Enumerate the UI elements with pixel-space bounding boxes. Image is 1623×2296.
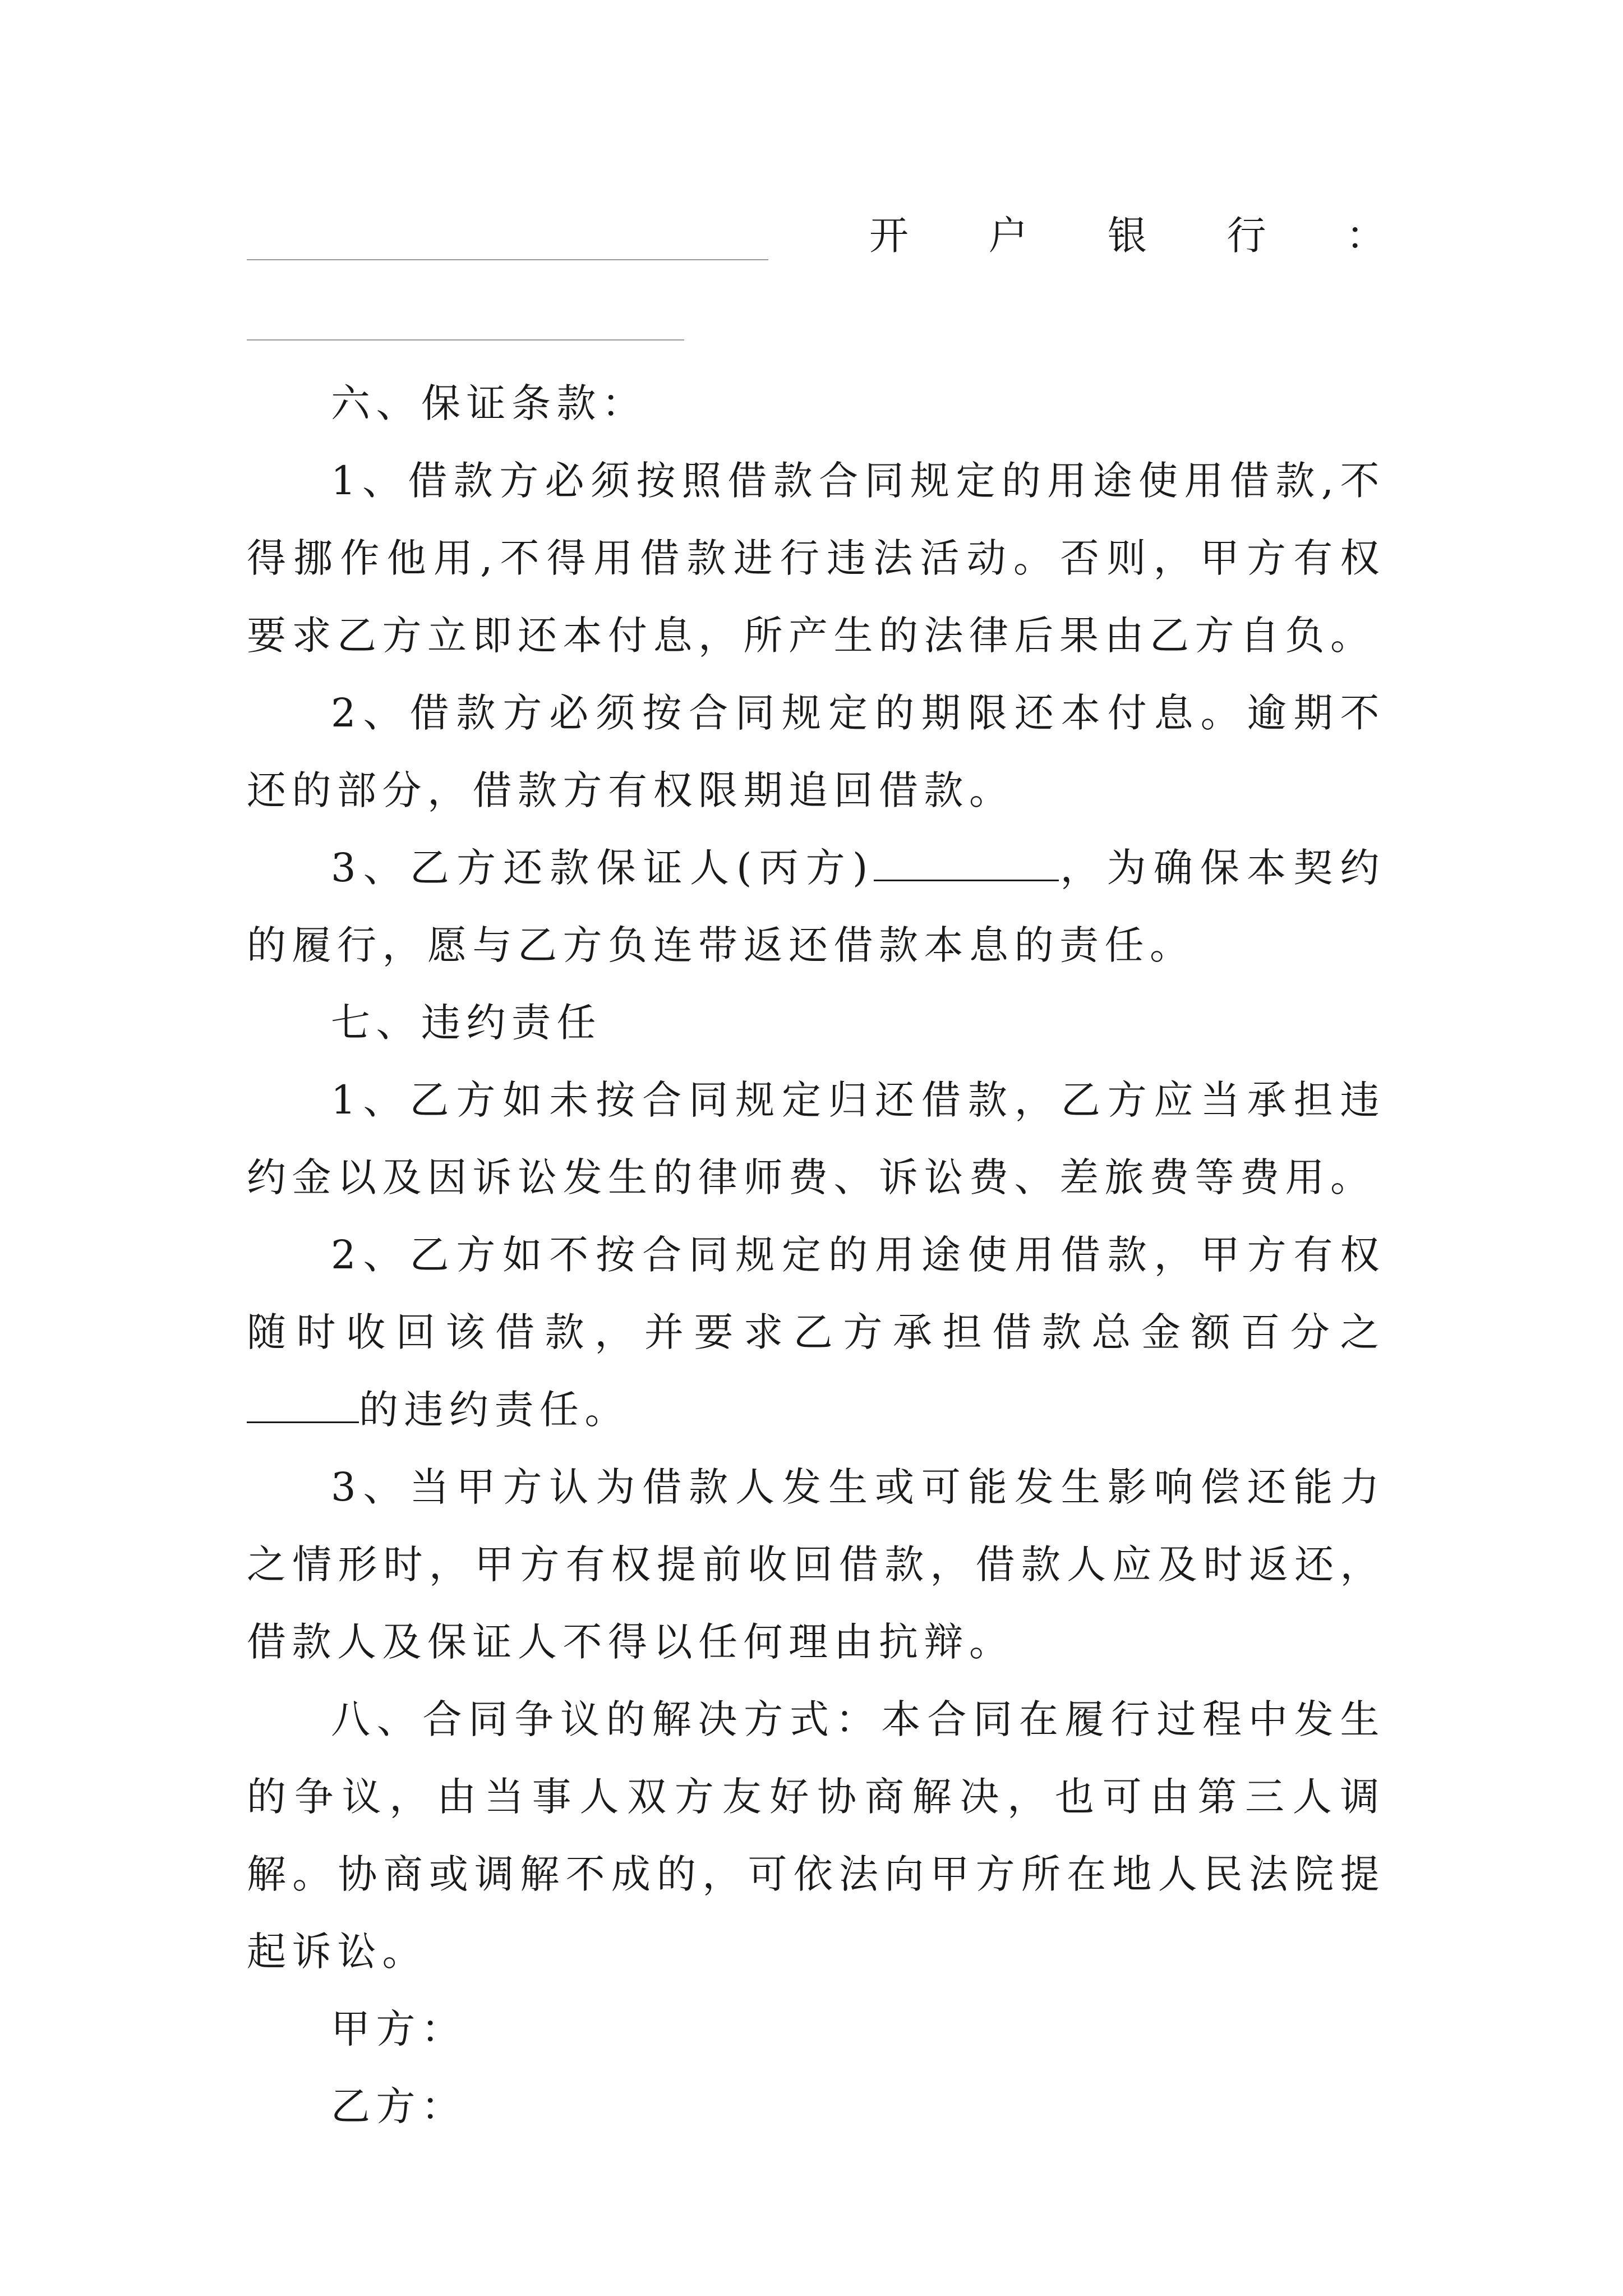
bank-label-char: 户 [988, 213, 1028, 259]
bank-label-char: ： [1346, 213, 1385, 259]
bank-account-line [247, 208, 1385, 275]
bank-label-char: 开 [869, 213, 909, 259]
bank-blank-underline [247, 339, 684, 341]
section-seven-item-2-text: 2、乙方如不按合同规定的用途使用借款，甲方有权随时收回该借款，并要求乙方承担借款总金额百分之 [247, 1232, 1385, 1355]
section-eight: 八、合同争议的解决方式：本合同在履行过程中发生的争议，由当事人双方友好协商解决，也可由第三人调解。协商或调解不成的，可依法向甲方所在地人民法院提起诉讼。 [247, 1696, 1385, 1975]
section-six-item-3-text-end: ，为确保本契约的履行，愿与乙方负连带返还借款本息的责任。 [247, 845, 1386, 968]
section-seven-heading: 七、违约责任 [331, 1000, 602, 1046]
section-six-item-2: 2、借款方必须按合同规定的期限还本付息。逾期不还的部分，借款方有权限期追回借款。 [247, 690, 1385, 813]
section-seven-item-1: 1、乙方如未按合同规定归还借款，乙方应当承担违约金以及因诉讼发生的律师费、诉讼费、差旅费等费用。 [247, 1077, 1385, 1200]
section-six-item-3-text: 3、乙方还款保证人(丙方) [331, 845, 874, 891]
bank-label [869, 208, 1385, 264]
percent-blank [247, 1389, 359, 1423]
bank-label-char: 银 [1108, 213, 1147, 259]
account-blank-underline [247, 259, 768, 260]
bank-label-char: 行 [1227, 213, 1266, 259]
section-six-item-3 [247, 829, 1385, 984]
section-seven-item-2 [247, 1216, 1385, 1448]
party-b-signature: 乙方： [331, 2083, 467, 2129]
party-a-signature: 甲方： [331, 2006, 467, 2052]
section-six-item-1: 1、借款方必须按照借款合同规定的用途使用借款,不得挪作他用,不得用借款进行违法活动。否则，甲方有权要求乙方立即还本付息，所产生的法律后果由乙方自负。 [247, 458, 1385, 659]
section-six-heading: 六、保证条款： [331, 380, 647, 426]
section-seven-item-2-text-end: 的违约责任。 [359, 1387, 630, 1433]
guarantor-blank [874, 847, 1059, 881]
contract-body [247, 365, 1385, 2145]
section-seven-item-3: 3、当甲方认为借款人发生或可能发生影响偿还能力之情形时，甲方有权提前收回借款，借款人应及时返还，借款人及保证人不得以任何理由抗辩。 [247, 1464, 1385, 1665]
